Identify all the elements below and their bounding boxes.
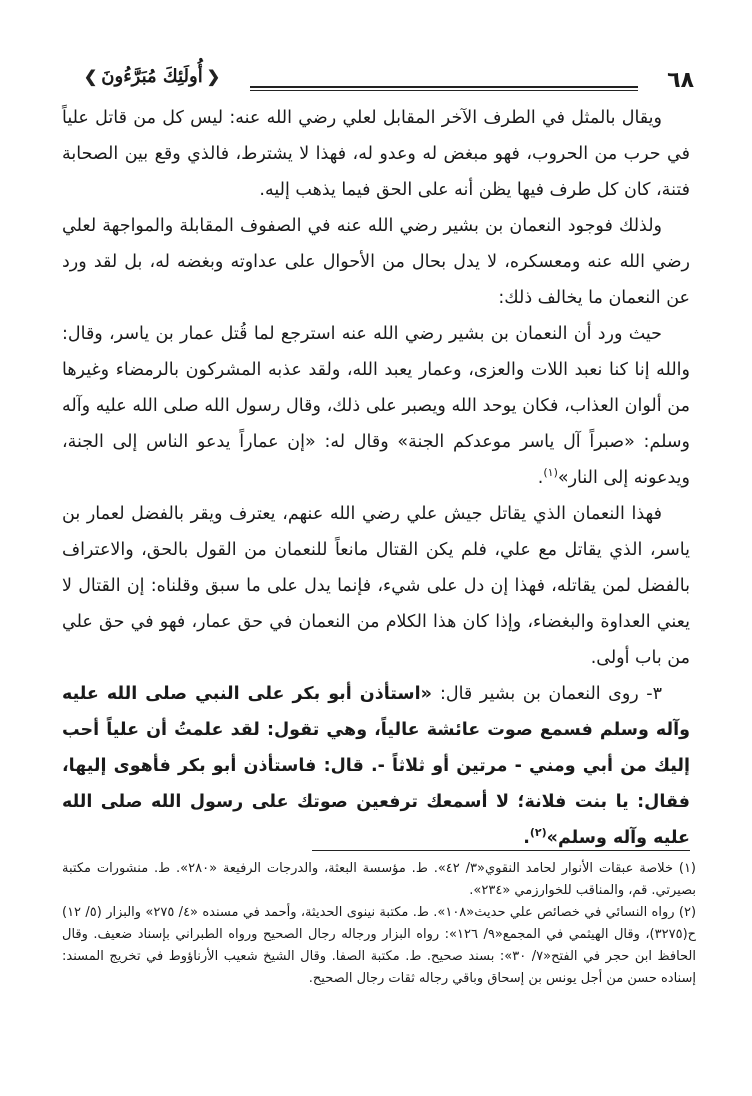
book-title: أُولَئِكَ مُبَرَّءُونَ [101,65,203,87]
footnote-separator [312,850,690,851]
paragraph-tail: . [537,468,544,488]
footnote: (٢) رواه النسائي في خصائص علي حديث«١٠٨». ط. مكتبة نينوى الحديثة، وأحمد في مسنده «٤/ ٢٧٥» والبزار (٥/ ١٢) ح(٣٢٧٥)، وقال الهيثمي في المجمع«٩/ ١٢٦»: رواه البزار ورجاله رجال الصحيح ورواه الطبراني بإسناد ضعيف. وقال الحافظ ابن حجر في الفتح«٧/ ٣٠»: بسند صحيح. ط. مكتبة الصفا. وقال الشيخ شعيب الأرناؤوط في تخريج المسند: إسناده حسن من أجل يونس بن إسحاق وباقي رجاله ثقات رجال الصحيح. [62,905,697,986]
hadith-text: «استأذن أبو بكر على النبي صلى الله عليه وآله وسلم فسمع صوت عائشة عالياً، وهي تقول: لقد علمتُ أن علياً أحب إليك من أبي ومني - مرتين أو ثلاثاً -. قال: فاستأذن أبو بكر فأهوى إليها، فقال: يا بنت فلانة؛ لا أسمعك ترفعين صوتك على رسول الله صلى الله عليه وآله وسلم» [62,684,690,848]
header-rule [250,86,638,88]
footnote-ref: (١) [543,466,558,480]
paragraph: فهذا النعمان الذي يقاتل جيش علي رضي الله عنهم، يعترف ويقر بالفضل لعمار بن ياسر، الذي يقاتل مع علي، فلم يكن القتال مانعاً للنعمان من القول بالحق، والاعتراف بالفضل لمن يقاتله، فهذا إن دل على شيء، فإنما يدل على ما سبق وقلناه: إن القتال لا يعني العداوة والبغضاء، وإذا كان هذا الكلام من النعمان في حق عمار، فهو في حق علي من باب أولى. [62,504,690,668]
paragraph [62,316,690,496]
book-title-banner [62,56,242,96]
page-number: ٦٨ [667,68,694,93]
paragraph: ولذلك فوجود النعمان بن بشير رضي الله عنه في الصفوف المقابلة والمواجهة لعلي رضي الله عنه ومعسكره، لا يدل بحال من الأحوال على عداوته وبغضه له، بل لقد ورد عن النعمان ما يخالف ذلك: [62,216,690,308]
footnotes [62,858,696,990]
page-header [62,56,700,96]
hadith-lead: ٣- روى النعمان بن بشير قال: [439,684,662,704]
ornament-left-icon: ❮ [206,66,221,86]
hadith-paragraph [62,676,690,856]
paragraph: ويقال بالمثل في الطرف الآخر المقابل لعلي رضي الله عنه: ليس كل من قاتل علياً في حرب من الحروب، فهو مبغض له وعدو له، فهذا لا يشترط، فالذي وقع بين الصحابة فتنة، كان كل طرف فيها يظن أنه على الحق فيما يذهب إليه. [62,108,690,200]
footnote-ref: (٢) [529,826,547,840]
header-rule-thin [250,90,638,91]
paragraph-text: حيث ورد أن النعمان بن بشير رضي الله عنه استرجع لما قُتل عمار بن ياسر، وقال: والله إنا كنا نعبد اللات والعزى، وعمار يعبد الله، ولقد عذبه المشركون بالرمضاء وغيرها من ألوان العذاب، فكان يوحد الله ويصبر على ذلك، وقال رسول الله صلى الله عليه وآله وسلم: «صبراً آل ياسر موعدكم الجنة» وقال له: «إن عماراً يدعو الناس إلى الجنة، ويدعونه إلى النار» [62,324,690,488]
footnote: (١) خلاصة عبقات الأنوار لحامد النقوي«٣/ ٤٢». ط. مؤسسة البعثة، والدرجات الرفيعة «٢٨٠». ط. منشورات مكتبة بصيرتي. قم، والمناقب للخوارزمي «٢٣٤». [62,861,696,898]
main-text [62,100,690,856]
hadith-tail: . [523,828,530,848]
ornament-right-icon: ❯ [83,66,98,86]
